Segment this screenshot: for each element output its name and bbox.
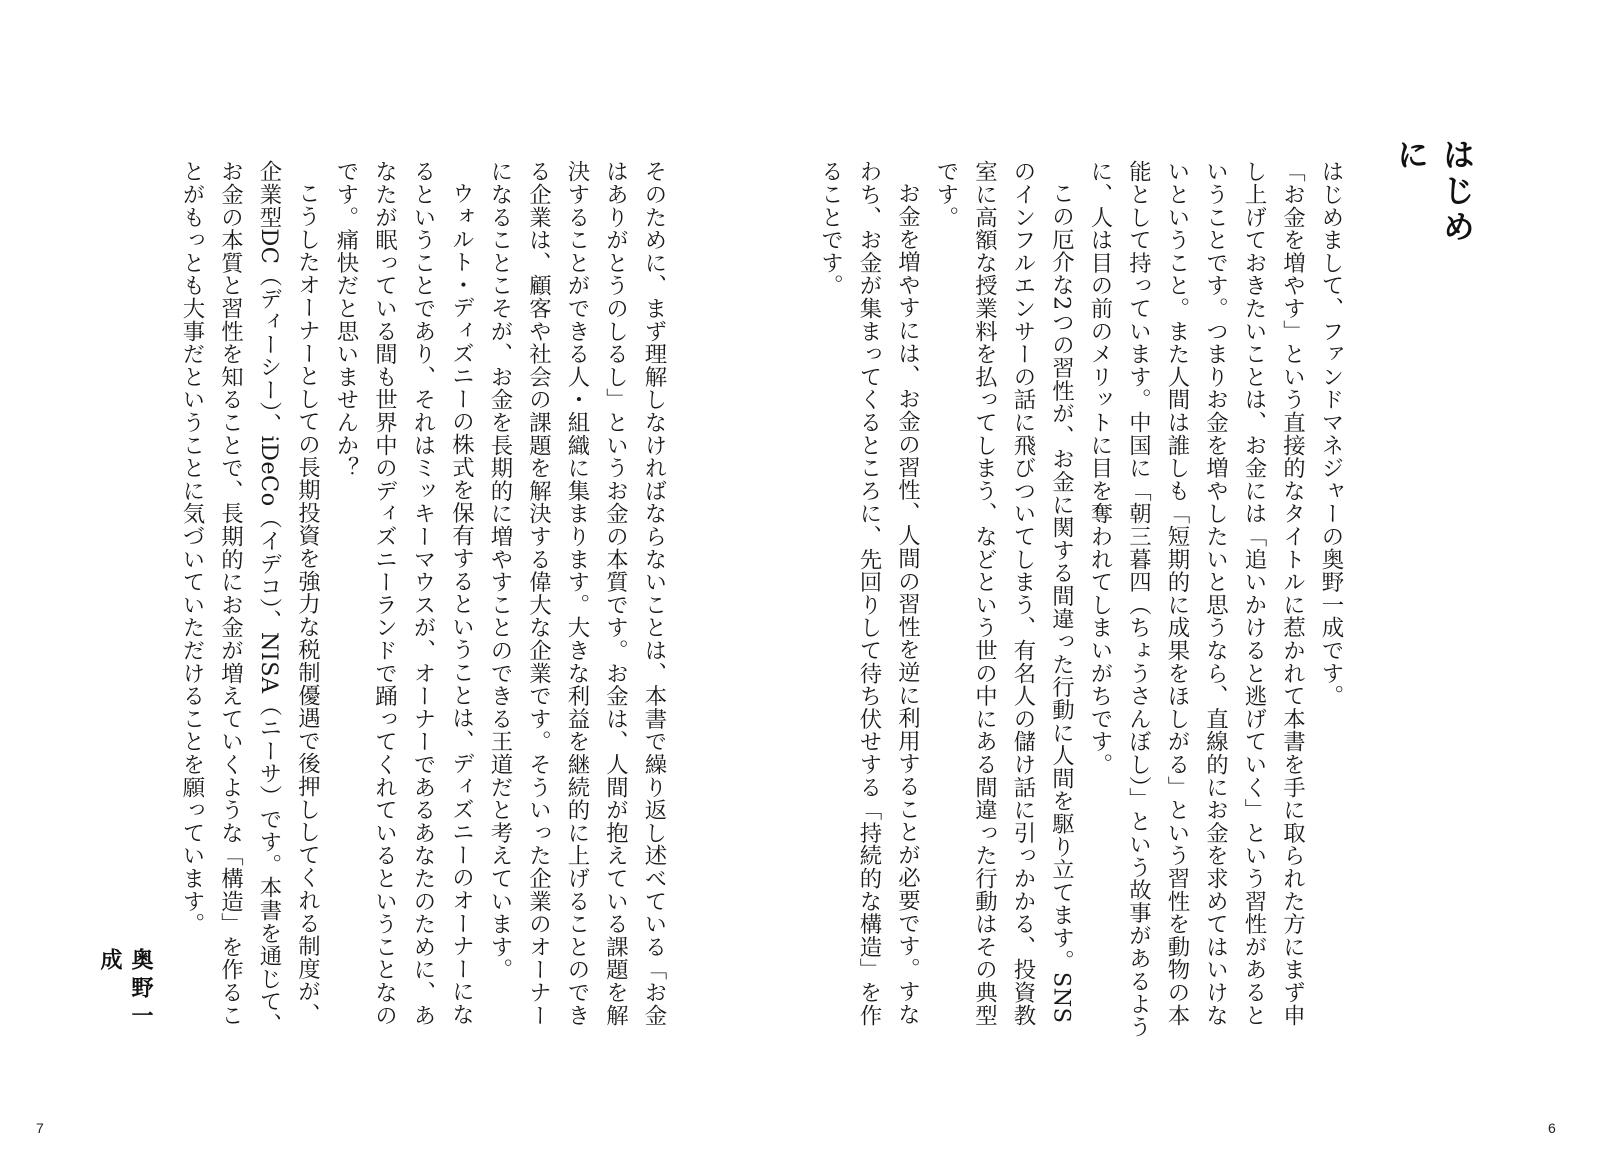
paragraph: ウォルト・ディズニーの株式を保有するということは、ディズニーのオーナーになるということであり、それはミッキーマウスが、オーナーであるあなたのために、あなたが眠っている間も世界中のディズニーランドで踊ってくれているということなのです。痛快だと思いませんか？ <box>333 160 475 1027</box>
paragraph: お金を増やすには、お金の習性、人間の習性を逆に利用することが必要です。すなわち、お金が集まってくるところに、先回りして待ち伏せする「持続的な構造」を作ることです。 <box>817 160 921 1027</box>
paragraph: 「お金を増やす」という直接的なタイトルに惹かれて本書を手に取られた方にまず申し上げておきたいことは、お金には「追いかけると逃げていく」という習性があるということです。つまりお金を増やしたいと思うなら、直線的にお金を求めてはいけないということ。また人間は誰しも「短期的に成果をほしがる」という習性を動物の本能として持っています。中国に「朝三暮四（ちょうさんぼし）」という故事があるように、人は目の前のメリットに目を奪われてしまいがちです。 <box>1087 160 1306 1038</box>
paragraph: はじめまして、ファンドマネジャーの奥野一成です。 <box>1318 160 1344 708</box>
left-page-body <box>179 160 673 1040</box>
page-number-left: 7 <box>36 1120 44 1136</box>
right-page-body <box>817 160 1350 1040</box>
author-signature: 奥野一成 <box>97 948 153 1032</box>
paragraph: この厄介な2つの習性が、お金に関する間違った行動に人間を駆り立てます。SNSのインフルエンサーの話に飛びついてしまう、有名人の儲け話に引っかかる、投資教室に高額な授業料を払ってしまう、などという世の中にある間違った行動はその典型です。 <box>933 160 1075 1027</box>
paragraph: そのために、まず理解しなければならないことは、本書で繰り返し述べている「お金はありがとうのしるし」というお金の本質です。お金は、人間が抱えている課題を解決することができる人・組織に集まります。大きな利益を継続的に上げることのできる企業は、顧客や社会の課題を解決する偉大な企業です。そういった企業のオーナーになることこそが、お金を長期的に増やすことのできる王道だと考えています。 <box>487 160 667 1027</box>
page-heading: はじめに <box>1392 138 1476 246</box>
page-number-right: 6 <box>1548 1120 1556 1136</box>
paragraph: こうしたオーナーとしての長期投資を強力な税制優遇で後押ししてくれる制度が、企業型DC（ディーシー）、iDeCo（イデコ）、NISA（ニーサ）です。本書を通じて、お金の本質と習性を知ることで、長期的にお金が増えていくような「構造」を作ることがもっとも大事だということに気づいていただけることを願っています。 <box>179 160 321 1036</box>
